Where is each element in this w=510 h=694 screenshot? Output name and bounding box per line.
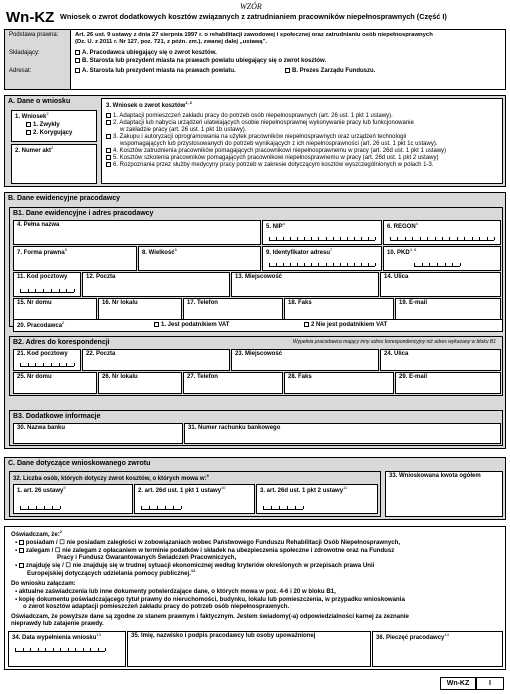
checkbox[interactable]	[75, 68, 80, 73]
reason-3[interactable]: 3. Zakupu i autoryzacji oprogramowania na użytek pracowników niepełnosprawnych oraz urządzeń technologii	[106, 134, 498, 141]
addressee-b: B. Prezes Zarządu Funduszu.	[285, 68, 375, 75]
nip-field[interactable]: 5. NIP$^4$	[262, 220, 382, 245]
vat-payer-option[interactable]: 1. Jest podatnikiem VAT	[154, 322, 229, 329]
refund-reasons-field: 3. Wniosek o zwrot kosztów$^{1, 2}$ 1. Adaptacji pomieszczeń zakładu pracy do potrzeb osób niepełnosprawnych (art. 26 ust. 1 pkt 1 ustawy). 2. Adaptacji lub nabycia urządzeń ułatwiających osobie niepełnosprawnej wykonywanie pracy lub funkcjonowanie w zakładzie pracy (art. 26 ust. 1 pkt 1b ustawy). 3. Zakupu i autoryzacji oprogramowania na użytek pracowników niepełnosprawnych oraz urządzeń technologii wspomagających lub przystosowanych do potrzeb wynikających z ich niepełnosprawności (art. 26 ust. 1 pkt 1c ustawy). 4. Kosztów zatrudnienia pracowników pomagających pracownikowi niepełnosprawnemu w pracy (art. 26d ust. 1 pkt 1 ustawy) 5. Kosztów szkolenia pracowników pomagających pracownikowi niepełnosprawnemu w pracy (art. 26d ust. 1 pkt 2 ustawy) 6. Rozpoznania przez służby medycyny pracy potrzeb w zakresie dotyczącym kosztów wyszczególnionych w polach 1-3.	[101, 98, 503, 184]
submitter-b: B. Starosta lub prezydent miasta na prawach powiatu ubiegający się o zwrot kosztów.	[75, 58, 326, 65]
block-b1	[9, 207, 503, 327]
block-b3	[9, 410, 503, 446]
submitters-label: Składający:	[9, 50, 40, 56]
regon-field[interactable]: 6. REGON$^4$	[383, 220, 501, 245]
reason-3-cont: wspomagających lub przystosowanych do potrzeb wynikających z ich niepełnosprawności (art. 26 ust. 1 pkt 1c ustawy).	[120, 140, 438, 147]
reason-5[interactable]: 5. Kosztów szkolenia pracowników pomagających pracownikowi niepełnosprawnemu w pracy (art. 26d ust. 1 pkt 2 ustawy)	[106, 155, 498, 162]
fill-date-field[interactable]: 34. Data wypełnienia wniosku$^{13}$	[8, 631, 126, 667]
address-id-field[interactable]: 9. Identyfikator adresu$^7$	[262, 246, 382, 271]
checkbox[interactable]	[75, 50, 80, 55]
vat-status-field: 20. Pracodawca$^2$ 1. Jest podatnikiem VAT 2 Nie jest podatnikiem VAT	[13, 319, 503, 332]
legal-form-field[interactable]: 7. Forma prawna$^5$	[13, 246, 137, 271]
full-name-field[interactable]: 4. Pełna nazwa	[13, 220, 261, 245]
persons-count-block	[9, 471, 381, 517]
block-b2	[9, 336, 503, 396]
reason-2-cont: w zakładzie pracy (art. 26 ust. 1 pkt 1b ustawy).	[120, 126, 247, 133]
house-number-field[interactable]: 15. Nr domu	[13, 298, 97, 323]
final-statement-cont: nieprawdy lub zatajenie prawdy.	[11, 620, 104, 627]
pkd-field[interactable]: 10. PKD$^{4, 8}$	[383, 246, 501, 271]
watermark: WZÓR	[240, 2, 262, 11]
corr-email-field[interactable]: 29. E-mail	[395, 372, 501, 394]
addressee-a: A. Starosta lub prezydent miasta na prawach powiatu.	[75, 68, 236, 75]
b3-title: B3. Dodatkowe informacje	[13, 413, 101, 420]
postal-code-field[interactable]: 11. Kod pocztowy	[13, 272, 81, 297]
corr-phone-field[interactable]: 27. Telefon	[183, 372, 283, 394]
footer-part-box: I	[476, 677, 504, 690]
section-b	[4, 192, 506, 449]
basis-label: Podstawa prawna:	[9, 32, 59, 38]
addressee-label: Adresat:	[9, 68, 32, 74]
section-b-title: B. Dane ewidencyjne pracodawcy	[8, 195, 121, 202]
street-field[interactable]: 14. Ulica	[380, 272, 501, 297]
attachments-title: Do wniosku załączam:	[11, 580, 76, 587]
basis-text-2: (Dz. U. z 2011 r. Nr 127, poz. 721, z późn. zm.), zwanej dalej „ustawą”.	[75, 39, 268, 45]
signature-field[interactable]: 35. Imię, nazwisko i podpis pracodawcy lub osoby upoważnionej	[127, 631, 371, 667]
declaration-economic-situation[interactable]: ▪ znajduję się / ☐ nie znajduję się w trudnej sytuacji ekonomicznej według kryteriów określonych w przepisach prawa Unii	[15, 562, 375, 569]
total-amount-field[interactable]: 33. Wnioskowana kwota ogółem	[385, 471, 503, 517]
reason-2[interactable]: 2. Adaptacji lub nabycia urządzeń ułatwiających osobie niepełnosprawnej wykonywanie pracy lub funkcjonowanie	[106, 120, 498, 127]
attachment-2-cont: o zwrot kosztów adaptacji pomieszczeń zakładu pracy do potrzeb osób niepełnosprawnych.	[23, 603, 290, 610]
corr-city-field[interactable]: 23. Miejscowość	[231, 349, 379, 371]
section-a	[4, 95, 506, 187]
bank-name-field[interactable]: 30. Nazwa banku	[13, 423, 183, 444]
attachment-1: ▪ aktualne zaświadczenia lub inne dokumenty potwierdzające dane, o których mowa w poz. 4-6 i 20 w bloku B1,	[15, 588, 336, 595]
bank-account-field[interactable]: 31. Numer rachunku bankowego	[184, 423, 501, 444]
count-art26-field[interactable]: 1. art. 26 ustawy$^9$	[13, 484, 133, 514]
declaration-box	[4, 526, 506, 670]
declaration-arrears-pfron[interactable]: ▪ posiadam / ☐ nie posiadam zaległości w zobowiązaniach wobec Państwowego Funduszu Rehabilitacji Osób Niepełnosprawnych,	[15, 539, 401, 546]
section-c	[4, 457, 506, 520]
corr-apartment-field[interactable]: 26. Nr lokalu	[98, 372, 182, 394]
section-a-title: A. Dane o wniosku	[8, 98, 71, 105]
reason-6[interactable]: 6. Rozpoznania przez służby medycyny pracy potrzeb w zakresie dotyczącym kosztów wyszczególnionych w polach 1-3.	[106, 162, 498, 169]
persons-count-label: 32. Liczba osób, których dotyczy zwrot kosztów, o których mowa w:$^9$	[13, 473, 209, 482]
not-vat-payer-option[interactable]: 2 Nie jest podatnikiem VAT	[304, 322, 387, 329]
case-number-field[interactable]: 2. Numer akt$^2$	[11, 144, 97, 184]
final-statement: Oświadczam, że powyższe dane są zgodne ze stanem prawnym i faktycznym. Jestem świadomy(-a) odpowiedzialności karnej za zeznanie	[11, 613, 409, 620]
declaration-arrears-taxes-cont: Pracy i Fundusz Gwarantowanych Świadczeń Pracowniczych,	[57, 554, 237, 561]
form-code: Wn-KZ	[6, 9, 55, 26]
b2-title: B2. Adres do korespondencji	[13, 339, 110, 346]
email-field[interactable]: 19. E-mail	[395, 298, 501, 323]
checkbox[interactable]	[75, 58, 80, 63]
footer-code-box: Wn-KZ	[440, 677, 476, 690]
city-field[interactable]: 13. Miejscowość	[231, 272, 379, 297]
submitter-a: A. Pracodawca ubiegający się o zwrot kosztów.	[75, 50, 217, 57]
option-simple[interactable]: 1. Zwykły	[26, 122, 60, 129]
request-type-field: 1. Wniosek$^2$ 1. Zwykły 2. Korygujący	[11, 110, 97, 142]
checkbox[interactable]	[285, 68, 290, 73]
b1-title: B1. Dane ewidencyjne i adres pracodawcy	[13, 210, 154, 217]
fax-field[interactable]: 18. Faks	[284, 298, 394, 323]
reason-1[interactable]: 1. Adaptacji pomieszczeń zakładu pracy do potrzeb osób niepełnosprawnych (art. 26 ust. 1 pkt 1 ustawy).	[106, 113, 498, 120]
corr-street-field[interactable]: 24. Ulica	[380, 349, 501, 371]
basis-text-1: Art. 26 ust. 9 ustawy z dnia 27 sierpnia 1997 r. o rehabilitacji zawodowej i społecznej oraz zatrudnianiu osób niepełnosprawnych	[75, 32, 433, 38]
declaration-arrears-taxes[interactable]: ▪ zalegam / ☐ nie zalegam z opłacaniem w terminie podatków i składek na ubezpieczenia społeczne i zdrowotne oraz na Fundusz	[15, 547, 395, 554]
legal-basis-box	[4, 29, 506, 90]
post-office-field[interactable]: 12. Poczta	[82, 272, 230, 297]
reason-4[interactable]: 4. Kosztów zatrudnienia pracowników pomagających pracownikowi niepełnosprawnemu w pracy (art. 26d ust. 1 pkt 1 ustawy)	[106, 148, 498, 155]
option-corrective[interactable]: 2. Korygujący	[26, 130, 72, 137]
apartment-number-field[interactable]: 16. Nr lokalu	[98, 298, 182, 323]
corr-postal-code-field[interactable]: 21. Kod pocztowy	[13, 349, 81, 371]
corr-house-number-field[interactable]: 25. Nr domu	[13, 372, 97, 394]
count-art26d-pkt1-field[interactable]: 2. art. 26d ust. 1 pkt 1 ustawy$^{10}$	[134, 484, 255, 514]
section-c-title: C. Dane dotyczące wnioskowanego zwrotu	[8, 460, 151, 467]
declaration-intro: Oświadczam, że:$^2$	[11, 529, 63, 539]
corr-post-office-field[interactable]: 22. Poczta	[82, 349, 230, 371]
corr-fax-field[interactable]: 28. Faks	[284, 372, 394, 394]
stamp-field[interactable]: 36. Pieczęć pracodawcy$^{14}$	[372, 631, 503, 667]
form-title: Wniosek o zwrot dodatkowych kosztów związanych z zatrudnianiem pracowników niepełnosprawnych (Część I)	[60, 12, 447, 21]
b2-note: Wypełnia pracodawca mający inny adres korespondencyjny niż adres wykazany w bloku B1	[292, 339, 496, 345]
size-field[interactable]: 8. Wielkość$^6$	[138, 246, 261, 271]
declaration-economic-situation-cont: Europejskiej dotyczących udzielania pomocy publicznej.$^{12}$	[27, 568, 196, 578]
count-art26d-pkt2-field[interactable]: 3. art. 26d ust. 1 pkt 2 ustawy$^{11}$	[256, 484, 378, 514]
attachment-2: ▪ kopię dokumentu poświadczającego tytuł prawny do nieruchomości, budynku, lokalu lub pomieszczenia, w przypadku wnioskowania	[15, 596, 405, 603]
phone-field[interactable]: 17. Telefon	[183, 298, 283, 323]
